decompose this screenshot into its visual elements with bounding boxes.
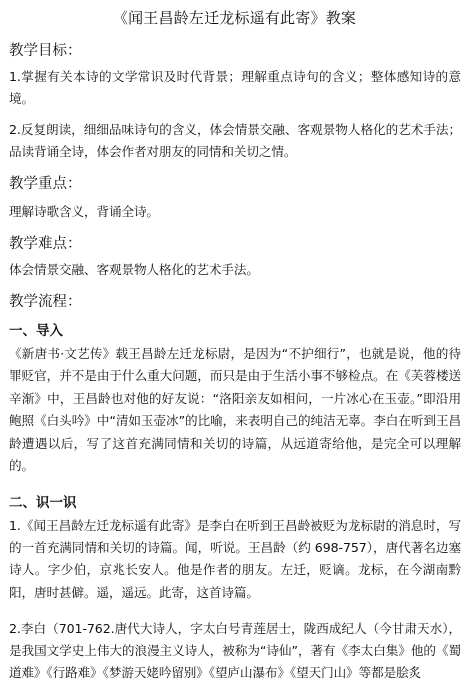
difficulties-text: 体会情景交融、客观景物人格化的艺术手法。 [9,262,259,277]
intro-heading: 一、导入 [9,323,63,339]
intro-text: 《新唐书·文艺传》载王昌龄左迁龙标尉，是因为“不护细行”，也就是说，他的待罪贬官，并不是由于什么重大问题，而只是由于生活小事不够检点。在《芙蓉楼送辛渐》中，王昌龄也对他的好友说：“洛阳亲友如相问，一片冰心在玉壶。”即沿用鲍照《白头吟》中“清如玉壶冰”的比喻，来表明自己的纯洁无辜。李白在听到王昌龄遭遇以后，写了这首充满同情和关切的诗篇，从远道寄给他，是完全可以理解的。 [9,346,461,474]
difficulties-heading: 教学难点： [9,236,82,252]
knowledge-heading: 二、识一识 [9,495,77,511]
document-title: 《闻王昌龄左迁龙标遥有此寄》教案 [112,9,357,27]
goal-item-2: 2.反复朗读，细细品味诗句的含义，体会情景交融、客观景物人格化的艺术手法；品读背诵全诗，体会作者对朋友的同情和关切之情。 [9,122,461,160]
knowledge-item-1: 1.《闻王昌龄左迁龙标遥有此寄》是李白在听到王昌龄被贬为龙标尉的消息时，写的一首充满同情和关切的诗篇。闻，听说。王昌龄（约 698-757），唐代著名边塞诗人。字少伯，京兆长安人。他是作者的朋友。左迁，贬谪。龙标，在今湖南黔阳，唐时甚僻。遥，遥远。此寄，这首诗篇。 [9,518,461,600]
process-heading: 教学流程： [9,294,82,310]
goals-heading: 教学目标： [9,43,82,59]
knowledge-item-2: 2.李白（701-762.唐代大诗人，字太白号青莲居士，陇西成纪人（今甘肃天水），是我国文学史上伟大的浪漫主义诗人，被称为“诗仙”，著有《李太白集》他的《蜀道难》《行路难》《梦游天姥吟留别》《望庐山瀑布》《望天门山》等都是脍炙 [9,621,461,681]
key-points-text: 理解诗歌含义，背诵全诗。 [9,204,159,219]
goal-item-1: 1.掌握有关本诗的文学常识及时代背景；理解重点诗句的含义；整体感知诗的意境。 [9,69,461,107]
key-points-heading: 教学重点： [9,176,82,192]
